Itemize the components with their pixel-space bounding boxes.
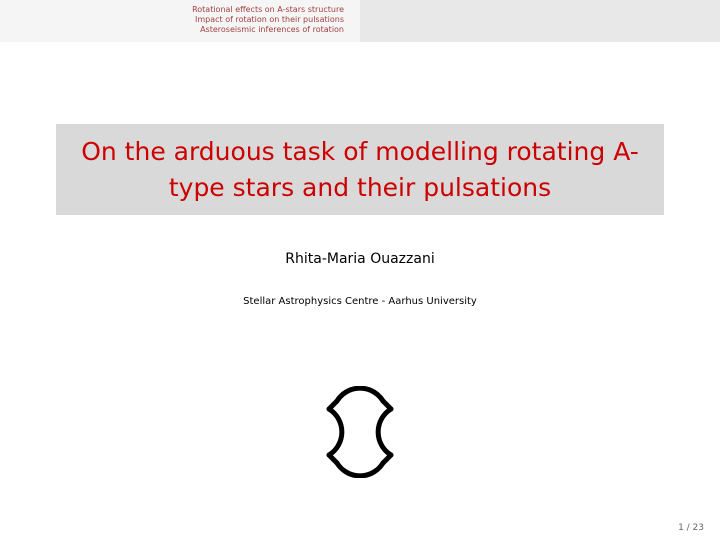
author-name: Rhita-Maria Ouazzani [285,251,435,267]
logo-arc-top [337,388,383,401]
navigation-bar [0,0,720,42]
logo-spoke-top-right [383,401,391,409]
institute-name: Stellar Astrophysics Centre - Aarhus University [243,296,477,307]
nav-section-3[interactable]: Asteroseismic inferences of rotation [200,25,344,34]
presentation-title: On the arduous task of modelling rotating A-type stars and their pulsations [81,136,639,202]
nav-section-1[interactable]: Rotational effects on A-stars structure [192,5,344,14]
page-number: 1 / 23 [678,523,704,533]
logo-graphic [314,386,406,478]
logo-spoke-bottom-left [329,455,337,463]
logo-spoke-top-left [329,401,337,409]
nav-section-2[interactable]: Impact of rotation on their pulsations [194,15,344,24]
navigation-right-panel [360,0,720,42]
logo-arc-right [378,409,391,455]
logo-arc-bottom [337,463,383,476]
logo-arc-left [329,409,342,455]
title-block [56,124,664,215]
section-navigation [192,5,344,35]
navigation-left-panel [0,0,360,42]
logo-spoke-bottom-right [383,455,391,463]
sac-logo-icon [314,386,406,478]
